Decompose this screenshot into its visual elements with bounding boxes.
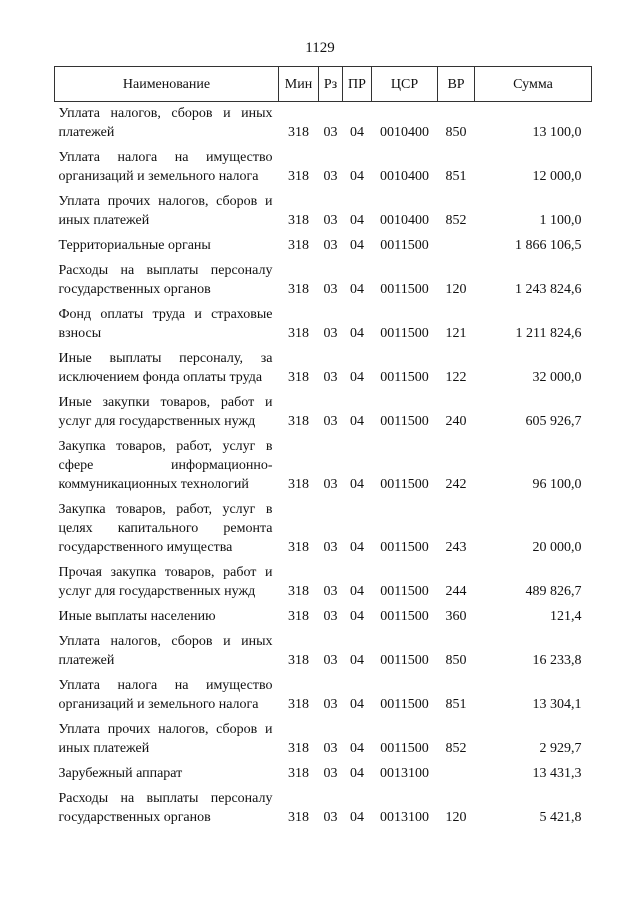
cell-csr: 0010400 — [380, 213, 429, 228]
cell-sum: 16 233,8 — [532, 653, 582, 668]
table-row — [55, 435, 592, 498]
budget-table — [54, 66, 592, 831]
cell-vr: 120 — [445, 810, 467, 825]
cell-pr: 04 — [350, 477, 364, 492]
page-number: 1129 — [305, 40, 335, 56]
cell-min: 318 — [288, 213, 309, 228]
cell-csr: 0013100 — [380, 766, 429, 781]
cell-min: 318 — [288, 477, 309, 492]
cell-name: Прочая закупка товаров, работ и услуг для государственных нужд — [58, 565, 273, 599]
cell-min: 318 — [288, 584, 309, 599]
cell-csr: 0013100 — [380, 810, 429, 825]
cell-name: Расходы на выплаты персоналу государственных органов — [58, 263, 273, 297]
cell-rz: 03 — [323, 370, 338, 385]
header-row — [55, 67, 592, 102]
cell-pr: 04 — [350, 213, 364, 228]
cell-name: Уплата налога на имущество организаций и земельного налога — [58, 678, 273, 712]
cell-rz: 03 — [323, 810, 338, 825]
cell-vr — [438, 234, 475, 259]
cell-name: Фонд оплаты труда и страховые взносы — [58, 307, 273, 341]
cell-rz: 03 — [323, 169, 338, 184]
cell-name: Зарубежный аппарат — [58, 766, 183, 781]
cell-pr: 04 — [350, 810, 364, 825]
table-row — [55, 259, 592, 303]
header-sum: Сумма — [475, 67, 592, 102]
cell-rz: 03 — [323, 697, 338, 712]
table-body — [55, 102, 592, 832]
cell-rz: 03 — [323, 609, 338, 624]
cell-csr: 0011500 — [380, 697, 429, 712]
cell-sum: 32 000,0 — [532, 370, 582, 385]
cell-csr: 0011500 — [380, 609, 429, 624]
cell-vr: 122 — [445, 370, 467, 385]
cell-sum: 1 243 824,6 — [515, 282, 582, 297]
cell-name: Уплата прочих налогов, сборов и иных платежей — [58, 722, 273, 756]
table-row — [55, 561, 592, 605]
cell-csr: 0011500 — [380, 653, 429, 668]
cell-vr: 851 — [445, 697, 467, 712]
cell-vr: 360 — [445, 609, 467, 624]
header-vr: ВР — [438, 67, 475, 102]
table-row — [55, 605, 592, 630]
cell-sum: 489 826,7 — [525, 584, 582, 599]
cell-vr: 242 — [445, 477, 467, 492]
cell-csr: 0010400 — [380, 125, 429, 140]
cell-csr: 0011500 — [380, 370, 429, 385]
cell-vr: 244 — [445, 584, 467, 599]
cell-rz: 03 — [323, 238, 338, 253]
header-min: Мин — [279, 67, 319, 102]
cell-sum: 2 929,7 — [539, 741, 582, 756]
cell-csr: 0011500 — [380, 414, 429, 429]
cell-sum: 1 866 106,5 — [515, 238, 582, 253]
cell-pr: 04 — [350, 169, 364, 184]
table-row — [55, 718, 592, 762]
cell-vr: 852 — [445, 741, 467, 756]
cell-pr: 04 — [350, 238, 364, 253]
cell-sum: 12 000,0 — [532, 169, 582, 184]
cell-pr: 04 — [350, 125, 364, 140]
cell-vr: 121 — [445, 326, 467, 341]
cell-name: Закупка товаров, работ, услуг в сфере информационно-коммуникационных технологий — [58, 439, 273, 492]
cell-name: Уплата прочих налогов, сборов и иных платежей — [58, 194, 273, 228]
cell-csr: 0011500 — [380, 540, 429, 555]
table-row — [55, 146, 592, 190]
cell-min: 318 — [288, 238, 309, 253]
table-row — [55, 762, 592, 787]
cell-name: Уплата налогов, сборов и иных платежей — [58, 106, 273, 140]
table-row — [55, 234, 592, 259]
cell-min: 318 — [288, 169, 309, 184]
cell-csr: 0011500 — [380, 238, 429, 253]
cell-rz: 03 — [323, 326, 338, 341]
header-name: Наименование — [55, 67, 279, 102]
cell-vr: 851 — [445, 169, 467, 184]
cell-rz: 03 — [323, 540, 338, 555]
cell-pr: 04 — [350, 766, 364, 781]
cell-sum: 1 100,0 — [539, 213, 582, 228]
cell-min: 318 — [288, 741, 309, 756]
table-row — [55, 190, 592, 234]
cell-pr: 04 — [350, 540, 364, 555]
cell-sum: 20 000,0 — [532, 540, 582, 555]
table-row — [55, 630, 592, 674]
cell-name: Иные выплаты населению — [58, 609, 216, 624]
cell-min: 318 — [288, 810, 309, 825]
cell-rz: 03 — [323, 741, 338, 756]
cell-sum: 96 100,0 — [532, 477, 582, 492]
cell-min: 318 — [288, 653, 309, 668]
cell-vr: 243 — [445, 540, 467, 555]
cell-pr: 04 — [350, 741, 364, 756]
cell-rz: 03 — [323, 282, 338, 297]
table-row — [55, 303, 592, 347]
cell-csr: 0011500 — [380, 477, 429, 492]
cell-min: 318 — [288, 125, 309, 140]
cell-vr: 120 — [445, 282, 467, 297]
cell-sum: 5 421,8 — [539, 810, 582, 825]
cell-csr: 0011500 — [380, 282, 429, 297]
table-row — [55, 498, 592, 561]
cell-min: 318 — [288, 282, 309, 297]
cell-csr: 0011500 — [380, 326, 429, 341]
table-row — [55, 347, 592, 391]
cell-min: 318 — [288, 326, 309, 341]
cell-min: 318 — [288, 766, 309, 781]
cell-pr: 04 — [350, 414, 364, 429]
cell-name: Иные закупки товаров, работ и услуг для государственных нужд — [58, 395, 273, 429]
cell-pr: 04 — [350, 370, 364, 385]
cell-name: Территориальные органы — [58, 238, 211, 253]
header-csr: ЦСР — [372, 67, 438, 102]
cell-sum: 13 100,0 — [532, 125, 582, 140]
table-header — [55, 67, 592, 102]
cell-vr — [438, 762, 475, 787]
cell-sum: 13 304,1 — [532, 697, 582, 712]
table-row — [55, 102, 592, 147]
header-pr: ПР — [343, 67, 372, 102]
cell-pr: 04 — [350, 653, 364, 668]
cell-name: Уплата налогов, сборов и иных платежей — [58, 634, 273, 668]
cell-pr: 04 — [350, 326, 364, 341]
cell-csr: 0011500 — [380, 741, 429, 756]
cell-csr: 0011500 — [380, 584, 429, 599]
cell-min: 318 — [288, 370, 309, 385]
cell-pr: 04 — [350, 282, 364, 297]
table-row — [55, 787, 592, 831]
table-row — [55, 391, 592, 435]
header-rz: Рз — [319, 67, 343, 102]
cell-pr: 04 — [350, 609, 364, 624]
cell-name: Уплата налога на имущество организаций и земельного налога — [58, 150, 273, 184]
cell-min: 318 — [288, 697, 309, 712]
cell-vr: 240 — [445, 414, 467, 429]
cell-name: Расходы на выплаты персоналу государственных органов — [58, 791, 273, 825]
cell-pr: 04 — [350, 697, 364, 712]
cell-vr: 852 — [445, 213, 467, 228]
cell-min: 318 — [288, 540, 309, 555]
cell-min: 318 — [288, 609, 309, 624]
cell-rz: 03 — [323, 477, 338, 492]
cell-min: 318 — [288, 414, 309, 429]
cell-pr: 04 — [350, 584, 364, 599]
cell-name: Закупка товаров, работ, услуг в целях капитального ремонта государственного имущества — [58, 502, 273, 555]
cell-rz: 03 — [323, 766, 338, 781]
cell-rz: 03 — [323, 213, 338, 228]
cell-vr: 850 — [445, 653, 467, 668]
cell-sum: 1 211 824,6 — [515, 326, 582, 341]
cell-csr: 0010400 — [380, 169, 429, 184]
cell-rz: 03 — [323, 414, 338, 429]
cell-vr: 850 — [445, 125, 467, 140]
table-row — [55, 674, 592, 718]
cell-rz: 03 — [323, 125, 338, 140]
cell-rz: 03 — [323, 584, 338, 599]
cell-sum: 121,4 — [550, 609, 582, 624]
cell-rz: 03 — [323, 653, 338, 668]
cell-name: Иные выплаты персоналу, за исключением фонда оплаты труда — [58, 351, 273, 385]
cell-sum: 605 926,7 — [525, 414, 582, 429]
cell-sum: 13 431,3 — [532, 766, 582, 781]
